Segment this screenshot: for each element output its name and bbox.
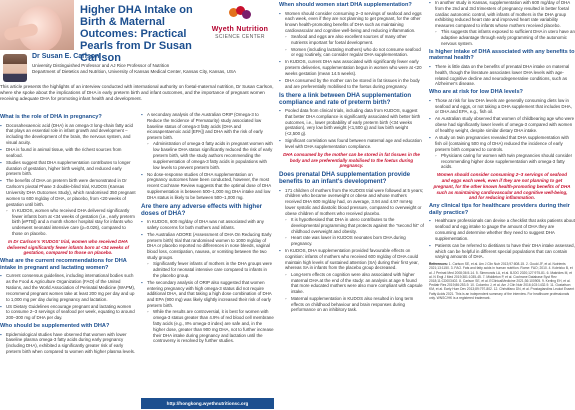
- bullet-item: ▪ Women should consider consuming 2–3 servings of seafood and eggs each week, even if they are not planning to get pregnant, for the other known health-promoting benefits of DHA such as maintaining cardiovascular and cognitive well-being and reducing inflammation. ◦ Seafood and eggs are also excellent sources of many other nutrients important for foetal development. ◦ Women (including lactating mothers) who do not consume seafood or egg routinely, can consider regular DHA supplementation.: [279, 11, 424, 59]
- sub-bullet-item: ◦ Significantly fewer infants of mothers in the DHA groups were admitted for neonatal intensive care compared to infants in the placebo group.: [147, 261, 274, 278]
- section-heading: What is the role of DHA in pregnancy?: [0, 114, 102, 120]
- column-c: [279, 0, 424, 314]
- author-affiliation: University Distinguished Professor and AJ Rice Professor of Nutrition: [32, 63, 170, 68]
- article-header: [0, 0, 274, 84]
- sub-bullet-item: ◦ Maternal supplementation in KUDOS also resulted in long term effects on childhood behaviour and brain responses during performance on an inhibitory task.: [285, 296, 424, 313]
- author-name: Dr Susan E. Carlson: [32, 53, 100, 60]
- section-heading: Who are at risk for low DHA levels?: [429, 89, 523, 96]
- section-heading: Is there a link between DHA supplementation compliance and rate of preterm birth?: [279, 91, 412, 106]
- sub-bullet-item: ◦ Administration of omega-3 fatty acids in pregnant women with low baseline DHA status significantly reduced the risk of early preterm birth, with the study authors recommending the supplementation of omega-3 fatty acids in populations with low levels to prevent preterm birth.: [147, 141, 274, 170]
- article-title: Higher DHA Intake on Birth & Maternal Outcomes: Practical Pearls from Dr Susan Carlson: [80, 4, 193, 64]
- bullet-item: ▪ Studies suggest that DHA supplementation contributes to longer duration of gestation, higher birth weight, and reduced early preterm birth.: [0, 160, 136, 177]
- sub-bullet-item: ◦ Long-term effects on cognition were also associated with higher maternal DHA at the end of the study: an analysis at age 6 found that more educated mothers were also more compliant with capsule intake.: [285, 272, 424, 295]
- bullet-item: ▪ DHA consumed by the mother can be stored in fat tissues in the body and are preferentially mobilised to the foetus during pregnancy.: [279, 78, 424, 90]
- bullet-item: ▪ The Australian ADORE (Assessment of DHA On Reducing Early preterm birth) trial that randomised women to 1000 mg/day of DHA or placebo reported no differences in nose bleeds, vaginal blood loss, constipation, nausea, or vomiting between the two study groups. ◦ Significantly fewer infants of mothers in the DHA groups were admitted for neonatal intensive care compared to infants in the placebo group.: [141, 232, 274, 279]
- bullet-item: ▪ In KUDOS, 600 mg/day of DHA was not associated with any safety concerns for both mothers and infants.: [141, 219, 274, 231]
- logo-name: Wyeth Nutrition: [211, 26, 269, 33]
- section-heading: What are the current recommendations for DHA intake in pregnant and lactating women?: [0, 258, 127, 271]
- bullet-item: ▪ In another study in Kansas, supplementation with 600 mg/day of DHA from the 2nd and 3rd trimesters of pregnancy resulted in better foetal cardiac autonomic control, with infants of mothers in the DHA group exhibiting reduced heart rate and improved heart rate variability measures compared to infants whose mothers received placebo. ◦ This suggests that infants exposed to sufficient DHA in utero have an adaptive advantage through early programming of the autonomic nervous system.: [429, 0, 575, 47]
- bullet-item: ▪ There is little data on the benefits of prenatal DHA intake on maternal health, though the literature associates lower DHA levels with age-related cognitive decline and neurodegenerative conditions, such as Alzheimer's disease.: [429, 64, 575, 87]
- bullet-item: ▪ In KUDOS, DHA supplementation provided favourable effects on cognition: infants of mothers who received 600 mg/day of DHA could maintain high levels of sustained attention (SA) during their first year, whereas SA in infants from the placebo group decreased. ◦ Long-term effects on cognition were also associated with higher maternal DHA at the end of the study: an analysis at age 6 found that more educated mothers were also more compliant with capsule intake. ◦ Maternal supplementation in KUDOS also resulted in long term effects on childhood behaviour and brain responses during performance on an inhibitory task.: [279, 248, 424, 313]
- sub-bullet-item: ◦ It is hypothesised that DHA in utero contributes to the developmental programming that protects against the "second hit" of childhood overweight and obesity.: [285, 217, 424, 234]
- bullet-item: ▪ US Dietary Guidelines encourage pregnant and lactating women to consume 2–3 servings of seafood per week, equating to around 200–300 mg of DHA per day.: [0, 304, 136, 321]
- section-heading: Are there any adverse effects with higher doses of DHA?: [141, 202, 263, 217]
- sub-bullet-item: ◦ Heart rate was lower in KUDOS neonates born DHA during pregnancy.: [285, 235, 424, 247]
- author-bar: [0, 52, 274, 84]
- bullet-item: ▪ 171 children of mothers from the KUDOS trial were followed at 5 years; children who became overweight or obese and whose mothers received DHA 600 mg/day had, on average, 3.94 and 4.97 mmHg lower systolic and diastolic blood pressure, compared to overweight or obese children of mothers who received placebo. ◦ It is hypothesised that DHA in utero contributes to the developmental programming that protects against the "second hit" of childhood overweight and obesity. ◦ Heart rate was lower in KUDOS neonates born DHA during pregnancy.: [279, 188, 424, 247]
- sub-bullet-item: ◦ In KUDOS, women who received DHA delivered significantly fewer infants born at <34 weeks of gestation (i.e., early preterm birth [ePTB]) and a month shorter hospital stay for infants who underwent neonatal intensive care (p=0.026), compared to those on placebo.: [6, 208, 136, 237]
- references-text: 1. Carlson SE, et al. Am J Clin Nutr 2013;97:808-15. 2. Gould JF, et al. Nutrients 2021;13:1150. 3. FAO. Fats and fatty acids in human nutrition. Rome: FAO; 2010. 4. Koletzko B, et al. J Perinat Med 2008;36:5-14. 5. Simmonds LA, et al. BJOG 2020;127:975-81. 6. Makrides M, et al. N Engl J Med 2019;381:1035-45. 7. Middleton P, et al. Cochrane Database Syst Rev 2018;11:CD003402. 8. Carlson SE, et al. EClinicalMedicine 2021;36:100905. 9. Kerling EH, et al. Pediatr Res 2019;86:253-9. 10. Colombo J, et al. Am J Clin Nutr 2016;103:1432-9. 11. Gustafson KM, et al. Early Hum Dev 2013;89:797-802. 12. Christifano DN, et al. Prostaglandins Leukot Essent Fatty Acids 2021. This is an independent summary of the interview. For healthcare professionals only. WNSC/HK is a registered trademark.: [429, 262, 575, 300]
- bullet-item: ▪ No dose-response studies of DHA supplementation on pregnancy outcomes have been conducted, however, the most recent Cochrane Review suggests that the optimal dose of DHA supplementation is between 500–1,000 mg DHA intake and low DHA status is likely to be between 500–1,000 mg.: [141, 172, 274, 201]
- sub-bullet-item: ◦ Physicians caring for women with twin pregnancies should consider recommending higher dose supplementation with omega-3 fatty acids.: [435, 153, 575, 170]
- section-heading: Any clinical tips for healthcare providers during their daily practice?: [429, 203, 570, 216]
- bullet-item: ▪ The benefits of DHA on preterm birth were demonstrated in Dr Carlson's pivotal Phase 3 double-blind trial, KUDOS (Kansas University DHA Outcomes Study), which randomised 350 pregnant women to 600 mg/day of DHA, or placebo, from <20 weeks of gestation until birth. ◦ In KUDOS, women who received DHA delivered significantly fewer infants born at <34 weeks of gestation (i.e., early preterm birth [ePTB]) and a month shorter hospital stay for infants who underwent neonatal intensive care (p=0.026), compared to those on placebo.: [0, 178, 136, 236]
- sub-bullet-item: ◦ Women (including lactating mothers) who do not consume seafood or egg routinely, can consider regular DHA supplementation.: [285, 47, 424, 59]
- column-a: [0, 112, 136, 356]
- bullet-item: ▪ Those at risk for low DHA levels are generally consuming diets low in seafood and eggs, or not taking a DHA supplement that includes DHA, or DHA and EPA, e.g., fish oil.: [429, 98, 575, 115]
- highlight-callout: Women should consider consuming 2–3 servings of seafood and eggs each week, even if they are not planning to get pregnant, for the other known health-promoting benefits of DHA such as maintaining cardiovascular and cognitive well-being, and for reducing inflammation.: [433, 172, 571, 201]
- sub-bullet-item: ◦ While the results are controversial, it is best for women with omega-3 status greater than 4.9% of red blood cell membrane fatty acids (e.g., 8% omega-3 index) are safe and, in the higher dose, greater than 900 mg DHA, not to further increase their DHA intake during pregnancy and lactation until the controversy is resolved by further studies.: [147, 309, 274, 344]
- sub-bullet-item: ◦ Seafood and eggs are also excellent sources of many other nutrients important for foetal development.: [285, 34, 424, 46]
- logo-subtitle: SCIENCE CENTER: [215, 34, 265, 40]
- intro-paragraph: This article presents the highlights of an interview conducted with international authority on foetal-maternal nutrition, Dr Susan Carlson, where she spoke about the implications of DHA in early preterm birth and infant outcomes, and the importance of pregnant women receiving adequate DHA for promoting infant health and development.: [0, 84, 274, 101]
- bullet-item: ▪ DHA is found in animal tissue, with the richest sources from seafood.: [0, 147, 136, 159]
- bullet-item: ▪ An Australian study observed that women of childbearing age who were obese had significantly lower levels of omega-3 compared with women of healthy weight, despite similar dietary DHA intake.: [429, 116, 575, 133]
- highlight-callout: DHA consumed by the mother can be stored in fat tissues in the body and are preferentially mobilised to the foetus during pregnancy.: [283, 151, 420, 169]
- wyeth-nutrition-logo: [206, 6, 274, 46]
- bullet-item: ▪ A study on twin pregnancies revealed that DHA supplementation with fish oil (containing 500 mg of DHA) reduced the incidence of early preterm birth compared to controls. ◦ Physicians caring for women with twin pregnancies should consider recommending higher dose supplementation with omega-3 fatty acids.: [429, 135, 575, 170]
- website-link[interactable]: http://hongkong.wyethnutritionsc.org: [141, 398, 274, 409]
- bullet-item: ▪ Pooled data from clinical trials, including data from KUDOS, suggest that better DHA compliance is significantly associated with better birth outcomes, i.e., lower probability of early preterm birth (<34 weeks gestation), very low birth weight (<1,500 g) and low birth weight (<2,500 g).: [279, 108, 424, 137]
- author-photo: [3, 54, 27, 82]
- logo-mark-icon: [229, 6, 251, 26]
- section-heading: Who should be supplemented with DHA?: [0, 322, 110, 329]
- highlight-callout: In Dr Carlson's 'KUDOS' trial, women who received DHA delivered significantly fewer infants born at <34 weeks of gestation, compared to those on placebo.: [7, 238, 129, 256]
- column-d: [429, 0, 575, 300]
- author-affiliation: Department of Dietetics and Nutrition, University of Kansas Medical Center, Kansas City, Kansas, USA: [32, 69, 237, 74]
- bullet-item: ▪ In KUDOS, current DHA was associated with significantly fewer early preterm deliveries, supplementation begun in women who were at <20 weeks gestation (mean 14.5 weeks).: [279, 59, 424, 76]
- bullet-item: ▪ Epidemiological studies have observed that women with lower baseline plasma omega-3 fatty acids during early pregnancy (including DHA), exhibited a significantly greater risk of early preterm birth when compared to women with higher plasma levels.: [0, 332, 136, 355]
- section-heading: Does prenatal DHA supplementation provide benefits to an infant's development?: [279, 171, 411, 186]
- bullet-item: ▪ Patients can be referred to dietitians to have their DHA intake assessed, which can be helpful in different special populations that can contain varying amounts of DHA.: [429, 243, 575, 260]
- bullet-item: ▪ Healthcare professionals can devise a checklist that asks patients about seafood and egg intake to gauge the amount of DHA they are consuming and determine whether they need to suggest DHA supplementation.: [429, 218, 575, 241]
- references-label: References:: [429, 262, 448, 267]
- pregnancy-hero-image: [0, 0, 74, 50]
- bullet-item: ▪ Significant correlation was found between maternal age and education level with DHA supplementation compliance.: [279, 138, 424, 150]
- section-heading: When should women start DHA supplementation?: [279, 2, 412, 8]
- bullet-item: ▪ Current consensus guidelines, including international bodies such as the Food & Agriculture Organization (FAO) of the United Nations, and the World Association of Perinatal Medicine (WAPM), recommend pregnant women take at least 200 mg per day and up to 1,000 mg per day during pregnancy and lactation.: [0, 273, 136, 302]
- bullet-item: ▪ The secondary analysis of ORIP also suggested that women entering pregnancy with high omega-3 status did not require additional DHA, and that taking a high dose combination of DHA and EPA (900 mg) was likely slightly increased their risk of early preterm birth. ◦ While the results are controversial, it is best for women with omega-3 status greater than 4.9% of red blood cell membrane fatty acids (e.g., 8% omega-3 index) are safe and, in the higher dose, greater than 900 mg DHA, not to further increase their DHA intake during pregnancy and lactation until the controversy is resolved by further studies.: [141, 280, 274, 344]
- references: [429, 262, 575, 300]
- section-heading: Is higher intake of DHA associated with any benefits to maternal health?: [429, 48, 575, 62]
- bullet-item: ▪ A secondary analysis of the Australian ORIP (Omega-3 to Reduce the Incidence of Prematurity) study associated low baseline status of omega-3 fatty acids (DHA and eicosapentaenoic acid [EPA]) and DHA with the risk of early preterm birth. ◦ Administration of omega-3 fatty acids in pregnant women with low baseline DHA status significantly reduced the risk of early preterm birth, with the study authors recommending the supplementation of omega-3 fatty acids in populations with low levels to prevent preterm birth.: [141, 112, 274, 170]
- sub-bullet-item: ◦ This suggests that infants exposed to sufficient DHA in utero have an adaptive advantage through early programming of the autonomic nervous system.: [435, 29, 575, 46]
- column-b: [141, 112, 274, 345]
- bullet-item: ▪ Docosahexaenoic acid (DHA) is an omega-3 long-chain fatty acid that plays an essential role in infant growth and development – including the development of the brain, the nervous system, and visual acuity.: [0, 123, 136, 146]
